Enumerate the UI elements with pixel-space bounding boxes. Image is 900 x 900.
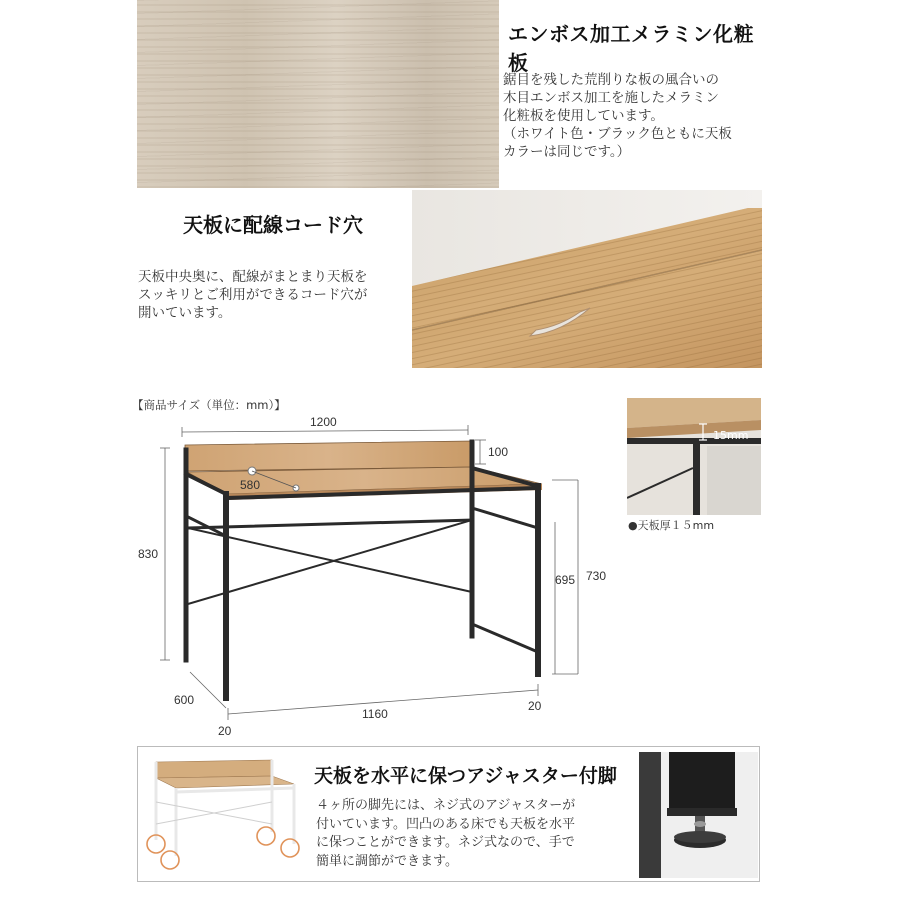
section3-line: 簡単に調節ができます。 xyxy=(316,853,458,869)
thickness-label: 15mm xyxy=(713,429,749,442)
section1-line: カラーは同じです。） xyxy=(503,144,631,160)
section3-line: に保つことができます。ネジ式なので、手で xyxy=(316,835,575,850)
dim-height-inner: 695 xyxy=(555,573,576,587)
section2-line: スッキリとご利用ができるコード穴が xyxy=(138,287,368,303)
dim-base-width: 1160 xyxy=(362,707,388,721)
dimensions-title: 【商品サイズ（単位：mm）】 xyxy=(132,398,286,412)
section2-title: 天板に配線コード穴 xyxy=(183,213,363,237)
backboard xyxy=(185,441,472,471)
dim-width-top: 1200 xyxy=(310,415,337,429)
section1-line: 化粧板を使用しています。 xyxy=(503,108,664,124)
section1-line: 木目エンボス加工を施したメラミン xyxy=(503,90,719,106)
dim-hole: 580 xyxy=(240,478,261,492)
section1-description xyxy=(503,71,773,161)
thickness-illustration xyxy=(627,398,761,515)
section3-line: 付いています。凹凸のある床でも天板を水平 xyxy=(316,816,575,832)
section1-line: （ホワイト色・ブラック色ともに天板 xyxy=(503,126,732,142)
thickness-photo xyxy=(627,398,761,515)
section2-line: 開いています。 xyxy=(138,305,232,321)
dim-depth: 600 xyxy=(174,693,195,707)
adjuster-foot-illustration xyxy=(639,752,758,878)
wood-texture-photo xyxy=(137,0,499,188)
section3-line: ４ヶ所の脚先には、ネジ式のアジャスターが xyxy=(316,798,576,813)
cord-hole-photo xyxy=(412,190,762,368)
dim-foot-right: 20 xyxy=(528,699,542,713)
dim-backboard: 100 xyxy=(488,445,509,459)
dim-height-top: 730 xyxy=(586,569,607,583)
white-desk-illustration xyxy=(142,752,302,880)
dim-foot-left: 20 xyxy=(218,724,232,738)
section2-line: 天板中央奥に、配線がまとまり天板を xyxy=(138,269,368,285)
thickness-caption: ●天板厚１５mm xyxy=(628,519,715,532)
section2-description xyxy=(138,268,413,322)
dim-height-total: 830 xyxy=(138,547,159,561)
adjuster-photo xyxy=(639,752,758,878)
cord-hole-illustration xyxy=(412,190,762,368)
adjuster-highlight-circles xyxy=(147,827,299,869)
section3-description xyxy=(316,797,636,871)
section3-title: 天板を水平に保つアジャスター付脚 xyxy=(314,765,617,787)
section1-title: エンボス加工メラミン化粧板 xyxy=(508,22,754,75)
section1-line: 鋸目を残した荒削りな板の風合いの xyxy=(503,72,719,88)
desk-dimension-drawing xyxy=(130,412,610,742)
